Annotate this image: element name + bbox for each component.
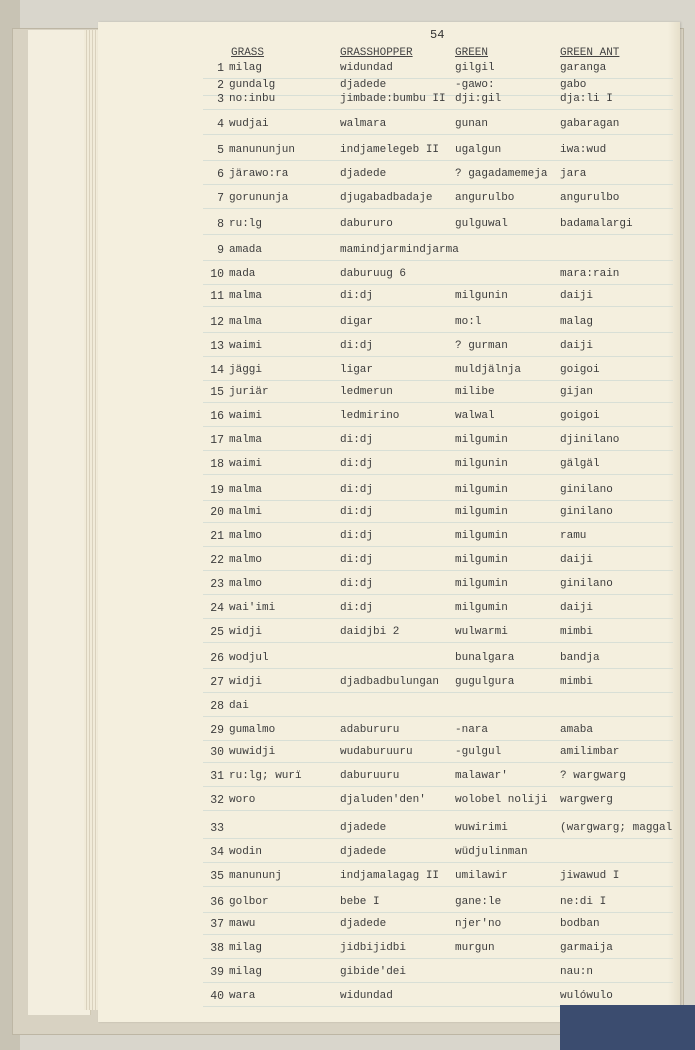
row-number: 12	[210, 316, 224, 329]
row-rule	[203, 570, 673, 571]
cell-green: ugalgun	[455, 144, 502, 156]
row-number: 15	[210, 386, 224, 399]
cell-grasshopper: ligar	[340, 364, 374, 376]
header-grass: GRASS	[231, 47, 265, 59]
row-rule	[203, 402, 673, 403]
table-row	[98, 410, 680, 428]
header-grasshopper: GRASSHOPPER	[340, 47, 413, 59]
row-rule	[203, 786, 673, 787]
row-number: 39	[210, 966, 224, 979]
cell-grass: waimi	[229, 410, 263, 422]
cell-green-ant: mimbi	[560, 626, 594, 638]
cell-grass: widji	[229, 626, 263, 638]
cell-grass: woro	[229, 794, 256, 806]
cell-green: angurulbo	[455, 192, 515, 204]
cell-green-ant: dja:li I	[560, 93, 613, 105]
cell-grass: dai	[229, 700, 249, 712]
table-row	[98, 942, 680, 960]
cell-green: gugulgura	[455, 676, 515, 688]
row-number: 9	[217, 244, 224, 257]
table-row	[98, 192, 680, 210]
table-row	[98, 794, 680, 812]
cell-green-ant: ginilano	[560, 578, 613, 590]
table-row	[98, 244, 680, 262]
cell-grasshopper: indjamalagag II	[340, 870, 440, 882]
cell-green-ant: (wargwarg; maggal	[560, 822, 673, 834]
cell-green: milibe	[455, 386, 495, 398]
cell-grasshopper: digar	[340, 316, 374, 328]
row-rule	[203, 332, 673, 333]
cell-green: gulguwal	[455, 218, 508, 230]
cell-grasshopper: di:dj	[340, 290, 374, 302]
table-row	[98, 918, 680, 936]
row-number: 28	[210, 700, 224, 713]
cell-green-ant: goigoi	[560, 410, 600, 422]
cell-green-ant: jiwawud I	[560, 870, 620, 882]
cell-green: milgumin	[455, 530, 508, 542]
table-row	[98, 578, 680, 596]
row-number: 36	[210, 896, 224, 909]
cell-green: walwal	[455, 410, 495, 422]
cell-grasshopper: djadede	[340, 79, 387, 91]
row-number: 29	[210, 724, 224, 737]
cell-grass: mada	[229, 268, 256, 280]
row-rule	[203, 160, 673, 161]
cell-green: -gawo:	[455, 79, 495, 91]
header-green-ant: GREEN ANT	[560, 47, 620, 59]
cell-grasshopper: mamindjarmindjarma	[340, 244, 459, 256]
cell-grass: malma	[229, 290, 263, 302]
table-row	[98, 364, 680, 382]
cell-green: gane:le	[455, 896, 502, 908]
cell-green-ant: mimbi	[560, 676, 594, 688]
row-rule	[203, 426, 673, 427]
cell-grasshopper: walmara	[340, 118, 387, 130]
cell-grasshopper: di:dj	[340, 484, 374, 496]
row-rule	[203, 838, 673, 839]
cell-grass: malma	[229, 434, 263, 446]
row-rule	[203, 208, 673, 209]
cell-green: murgun	[455, 942, 495, 954]
cell-green: milgumin	[455, 554, 508, 566]
cell-grasshopper: dabururo	[340, 218, 393, 230]
row-rule	[203, 618, 673, 619]
table-row	[98, 724, 680, 742]
cell-green: milgumin	[455, 484, 508, 496]
table-row	[98, 434, 680, 452]
cell-green-ant: wargwerg	[560, 794, 613, 806]
cell-green: umilawir	[455, 870, 508, 882]
cell-grass: malmo	[229, 554, 263, 566]
cell-green-ant: ne:di I	[560, 896, 607, 908]
table-row	[98, 770, 680, 788]
table-row	[98, 822, 680, 840]
cell-grasshopper: indjamelegeb II	[340, 144, 440, 156]
cell-grass: gumalmo	[229, 724, 276, 736]
table-row	[98, 268, 680, 286]
cell-green-ant: amilimbar	[560, 746, 620, 758]
cell-green: wolobel noliji	[455, 794, 548, 806]
cell-grass: malmo	[229, 530, 263, 542]
table-row	[98, 846, 680, 864]
row-number: 38	[210, 942, 224, 955]
cell-green: milgunin	[455, 290, 508, 302]
table-row	[98, 62, 680, 80]
cell-grasshopper: djadede	[340, 918, 387, 930]
row-rule	[203, 500, 673, 501]
cell-green: milgumin	[455, 434, 508, 446]
row-number: 33	[210, 822, 224, 835]
cell-grass: waimi	[229, 340, 263, 352]
cell-grass: ru:lg; wurï	[229, 770, 302, 782]
row-rule	[203, 522, 673, 523]
row-number: 14	[210, 364, 224, 377]
table-row	[98, 506, 680, 524]
row-rule	[203, 716, 673, 717]
row-rule	[203, 356, 673, 357]
table-row	[98, 386, 680, 404]
row-number: 25	[210, 626, 224, 639]
row-rule	[203, 284, 673, 285]
table-row	[98, 676, 680, 694]
cell-green: wüdjulinman	[455, 846, 528, 858]
table-row	[98, 93, 680, 111]
cell-green: dji:gil	[455, 93, 502, 105]
cell-grass: wodin	[229, 846, 263, 858]
cell-grass: jäggi	[229, 364, 263, 376]
cell-grasshopper: djugabadbadaje	[340, 192, 433, 204]
cell-grasshopper: gibide'dei	[340, 966, 407, 978]
row-rule	[203, 886, 673, 887]
table-row	[98, 168, 680, 186]
row-rule	[203, 380, 673, 381]
cell-grass: järawo:ra	[229, 168, 289, 180]
cell-green-ant: badamalargi	[560, 218, 633, 230]
cell-grass: ru:lg	[229, 218, 263, 230]
cell-green-ant: ? wargwarg	[560, 770, 627, 782]
cell-green-ant: garanga	[560, 62, 607, 74]
cell-green: muldjälnja	[455, 364, 522, 376]
row-rule	[203, 109, 673, 110]
cell-grasshopper: di:dj	[340, 578, 374, 590]
cell-grasshopper: di:dj	[340, 530, 374, 542]
cell-grass: wara	[229, 990, 256, 1002]
cell-green: ? gurman	[455, 340, 508, 352]
row-rule	[203, 934, 673, 935]
cell-grass: juriär	[229, 386, 269, 398]
cell-green-ant: nau:n	[560, 966, 594, 978]
cell-green: ? gagadamemeja	[455, 168, 548, 180]
cell-green: -gulgul	[455, 746, 502, 758]
cell-grasshopper: adabururu	[340, 724, 400, 736]
row-number: 22	[210, 554, 224, 567]
cell-green-ant: bandja	[560, 652, 600, 664]
row-rule	[203, 810, 673, 811]
cell-grasshopper: di:dj	[340, 506, 374, 518]
row-number: 16	[210, 410, 224, 423]
row-rule	[203, 958, 673, 959]
row-number: 7	[217, 192, 224, 205]
cell-grasshopper: wudaburuuru	[340, 746, 413, 758]
cell-grasshopper: widundad	[340, 62, 393, 74]
row-rule	[203, 134, 673, 135]
row-rule	[203, 594, 673, 595]
document-page	[98, 22, 680, 1022]
row-number: 8	[217, 218, 224, 231]
row-number: 1	[217, 62, 224, 75]
header-green: GREEN	[455, 47, 489, 59]
cell-green-ant: djinilano	[560, 434, 620, 446]
cell-green-ant: wulówulo	[560, 990, 613, 1002]
table-row	[98, 602, 680, 620]
cell-grass: wuwidji	[229, 746, 276, 758]
cell-green: gilgil	[455, 62, 495, 74]
row-number: 4	[217, 118, 224, 131]
table-row	[98, 870, 680, 888]
cell-green-ant: goigoi	[560, 364, 600, 376]
row-rule	[203, 740, 673, 741]
cell-grasshopper: di:dj	[340, 434, 374, 446]
cell-grasshopper: di:dj	[340, 458, 374, 470]
row-number: 13	[210, 340, 224, 353]
cell-green: milgumin	[455, 602, 508, 614]
cell-green-ant: gälgäl	[560, 458, 600, 470]
cell-grass: milag	[229, 942, 263, 954]
row-number: 2	[217, 79, 224, 92]
cell-grass: malmo	[229, 578, 263, 590]
row-rule	[203, 912, 673, 913]
cell-green: wuwirimi	[455, 822, 508, 834]
table-row	[98, 290, 680, 308]
row-number: 27	[210, 676, 224, 689]
row-rule	[203, 234, 673, 235]
cell-green-ant: ginilano	[560, 506, 613, 518]
row-number: 26	[210, 652, 224, 665]
cell-green-ant: daiji	[560, 340, 594, 352]
cell-grass: no:inbu	[229, 93, 276, 105]
row-rule	[203, 762, 673, 763]
cell-grasshopper: djadbadbulungan	[340, 676, 440, 688]
table-row	[98, 530, 680, 548]
cell-grasshopper: djadede	[340, 846, 387, 858]
row-rule	[203, 474, 673, 475]
cell-green: milgumin	[455, 578, 508, 590]
table-row	[98, 144, 680, 162]
cell-grass: malma	[229, 484, 263, 496]
cell-green-ant: jara	[560, 168, 587, 180]
row-number: 6	[217, 168, 224, 181]
row-number: 35	[210, 870, 224, 883]
row-number: 5	[217, 144, 224, 157]
cell-green-ant: bodban	[560, 918, 600, 930]
cell-green: njer'no	[455, 918, 502, 930]
cell-grass: malma	[229, 316, 263, 328]
cell-green-ant: iwa:wud	[560, 144, 607, 156]
row-number: 40	[210, 990, 224, 1003]
cell-grass: milag	[229, 966, 263, 978]
row-rule	[203, 450, 673, 451]
table-row	[98, 218, 680, 236]
cell-grass: wodjul	[229, 652, 269, 664]
cell-grasshopper: djadede	[340, 822, 387, 834]
table-row	[98, 340, 680, 358]
table-row	[98, 118, 680, 136]
cell-green-ant: daiji	[560, 554, 594, 566]
table-row	[98, 316, 680, 334]
cell-green: milgumin	[455, 506, 508, 518]
row-number: 17	[210, 434, 224, 447]
blue-folder-corner	[560, 1005, 695, 1050]
cell-green-ant: malag	[560, 316, 594, 328]
cell-grasshopper: ledmirino	[340, 410, 400, 422]
cell-grasshopper: di:dj	[340, 554, 374, 566]
cell-green-ant: gabo	[560, 79, 587, 91]
cell-green: bunalgara	[455, 652, 515, 664]
row-number: 10	[210, 268, 224, 281]
cell-grasshopper: di:dj	[340, 340, 374, 352]
cell-grasshopper: widundad	[340, 990, 393, 1002]
cell-green-ant: mara:rain	[560, 268, 620, 280]
cell-grass: gorununja	[229, 192, 289, 204]
cell-green: milgunin	[455, 458, 508, 470]
row-number: 37	[210, 918, 224, 931]
cell-green-ant: amaba	[560, 724, 594, 736]
cell-grasshopper: djadede	[340, 168, 387, 180]
table-row	[98, 626, 680, 644]
cell-green-ant: gabaragan	[560, 118, 620, 130]
cell-green-ant: daiji	[560, 290, 594, 302]
cell-grasshopper: ledmerun	[340, 386, 393, 398]
row-rule	[203, 668, 673, 669]
page-number: 54	[430, 28, 445, 42]
row-number: 30	[210, 746, 224, 759]
cell-green-ant: gijan	[560, 386, 594, 398]
cell-grasshopper: bebe I	[340, 896, 380, 908]
row-number: 19	[210, 484, 224, 497]
row-number: 21	[210, 530, 224, 543]
table-row	[98, 652, 680, 670]
table-row	[98, 484, 680, 502]
row-rule	[203, 260, 673, 261]
cell-green-ant: daiji	[560, 602, 594, 614]
cell-grasshopper: djaluden'den'	[340, 794, 426, 806]
cell-grass: mawu	[229, 918, 256, 930]
cell-grass: wudjai	[229, 118, 269, 130]
cell-green-ant: garmaija	[560, 942, 613, 954]
row-number: 20	[210, 506, 224, 519]
row-rule	[203, 306, 673, 307]
cell-green-ant: ginilano	[560, 484, 613, 496]
cell-grass: golbor	[229, 896, 269, 908]
cell-grass: widji	[229, 676, 263, 688]
table-row	[98, 746, 680, 764]
row-rule	[203, 546, 673, 547]
cell-grasshopper: di:dj	[340, 602, 374, 614]
cell-grasshopper: daburuuru	[340, 770, 400, 782]
cell-green: wulwarmi	[455, 626, 508, 638]
row-rule	[203, 982, 673, 983]
cell-grasshopper: daidjbi 2	[340, 626, 400, 638]
cell-grass: amada	[229, 244, 263, 256]
table-row	[98, 554, 680, 572]
left-page-strip	[28, 30, 91, 1015]
row-rule	[203, 692, 673, 693]
row-number: 24	[210, 602, 224, 615]
table-row	[98, 458, 680, 476]
row-number: 11	[210, 290, 224, 303]
cell-grasshopper: daburuug 6	[340, 268, 407, 280]
cell-grasshopper: jimbade:bumbu II	[340, 93, 446, 105]
table-row	[98, 966, 680, 984]
cell-green: gunan	[455, 118, 489, 130]
row-rule	[203, 862, 673, 863]
cell-grass: manununjun	[229, 144, 296, 156]
row-rule	[203, 184, 673, 185]
row-number: 23	[210, 578, 224, 591]
cell-green: malawar'	[455, 770, 508, 782]
table-row	[98, 896, 680, 914]
cell-grass: malmi	[229, 506, 263, 518]
row-rule	[203, 642, 673, 643]
cell-green: -nara	[455, 724, 489, 736]
cell-grasshopper: jidbijidbi	[340, 942, 407, 954]
cell-green-ant: angurulbo	[560, 192, 620, 204]
cell-grass: gundalg	[229, 79, 276, 91]
row-number: 34	[210, 846, 224, 859]
cell-green-ant: ramu	[560, 530, 587, 542]
row-number: 3	[217, 93, 224, 106]
cell-green: mo:l	[455, 316, 482, 328]
row-number: 32	[210, 794, 224, 807]
cell-grass: milag	[229, 62, 263, 74]
cell-grass: waimi	[229, 458, 263, 470]
table-row	[98, 700, 680, 718]
row-number: 18	[210, 458, 224, 471]
cell-grass: manununj	[229, 870, 282, 882]
row-number: 31	[210, 770, 224, 783]
cell-grass: wai'imi	[229, 602, 276, 614]
